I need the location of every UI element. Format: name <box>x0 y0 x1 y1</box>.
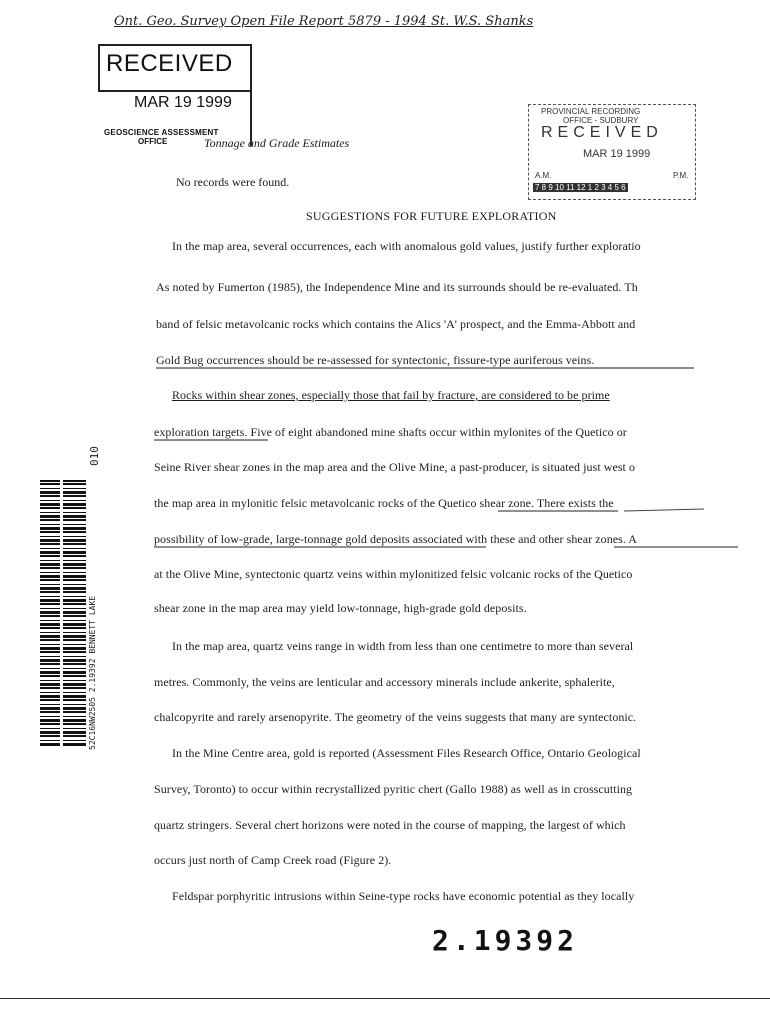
text-line: chalcopyrite and rarely arsenopyrite. The geometry of the veins suggests that many are syntectonic. <box>154 710 637 724</box>
text-line: quartz stringers. Several chert horizons were noted in the course of mapping, the largest of which <box>154 818 626 832</box>
text-line: exploration targets. Five of eight abandoned mine shafts occur within mylonites of the Quetico or <box>154 425 627 439</box>
text-line: In the map area, several occurrences, each with anomalous gold values, justify further exploratio <box>172 239 641 253</box>
side-barcode-label: 52C16NW2505 2.19392 BENNETT LAKE <box>88 595 97 750</box>
provincial-stamp-line1: PROVINCIAL RECORDING <box>541 107 641 116</box>
provincial-stamp-date: MAR 19 1999 <box>583 148 651 160</box>
text-line: Survey, Toronto) to occur within recrystallized pyritic chert (Gallo 1988) as well as in crosscutting <box>154 782 633 796</box>
text-line: occurs just north of Camp Creek road (Figure 2). <box>154 853 392 867</box>
section-title: SUGGESTIONS FOR FUTURE EXPLORATION <box>306 209 557 223</box>
text-line: In the Mine Centre area, gold is reported (Assessment Files Research Office, Ontario Geological <box>172 746 641 760</box>
text-line: Rocks within shear zones, especially those that fail by fracture, are considered to be prime <box>172 388 610 402</box>
stamp-received-office-line2: OFFICE <box>138 137 168 146</box>
tonnage-heading: Tonnage and Grade Estimates <box>204 136 350 150</box>
text-line: shear zone in the map area may yield low-tonnage, high-grade gold deposits. <box>154 601 527 615</box>
text-line: metres. Commonly, the veins are lenticular and accessory minerals include ankerite, sphalerite, <box>154 675 615 689</box>
text-line: the map area in mylonitic felsic metavolcanic rocks of the Quetico shear zone. There exists the <box>154 496 614 510</box>
provincial-stamp-title: RECEIVED <box>541 124 663 141</box>
text-line: In the map area, quartz veins range in width from less than one centimetre to more than several <box>172 639 634 653</box>
text-line: As noted by Fumerton (1985), the Independence Mine and its surrounds should be re-evaluated. Th <box>156 280 638 294</box>
barcode <box>40 480 86 746</box>
text-line: band of felsic metavolcanic rocks which contains the Alics 'A' prospect, and the Emma-Abbott and <box>156 317 636 331</box>
text-line: possibility of low-grade, large-tonnage gold deposits associated with these and other shear zones. A <box>154 532 637 546</box>
text-line: Feldspar porphyritic intrusions within Seine-type rocks have economic potential as they locally <box>172 889 635 903</box>
provincial-stamp-hours: 7 8 9 10 11 12 1 2 3 4 5 6 <box>535 183 626 192</box>
provincial-stamp-line2: OFFICE - SUDBURY <box>563 116 639 125</box>
stamp-received-date: MAR 19 1999 <box>134 94 232 111</box>
stamp-received-office-line1: GEOSCIENCE ASSESSMENT <box>104 128 219 137</box>
handwritten-header-note: Ont. Geo. Survey Open File Report 5879 - 1994 St. W.S. Shanks <box>114 14 534 29</box>
file-number: 2.19392 <box>432 924 579 957</box>
text-line: Seine River shear zones in the map area and the Olive Mine, a past-producer, is situated just west o <box>154 460 636 474</box>
stamp-received-title: RECEIVED <box>106 50 233 77</box>
text-line: at the Olive Mine, syntectonic quartz veins within mylonitized felsic volcanic rocks of the Quetico <box>154 567 633 581</box>
provincial-stamp-am: A.M. <box>535 171 552 180</box>
text-line: Gold Bug occurrences should be re-assessed for syntectonic, fissure-type auriferous veins. <box>156 353 595 367</box>
underline-mark <box>624 509 704 511</box>
page-bottom-rule <box>0 998 770 999</box>
no-records-text: No records were found. <box>176 175 290 189</box>
barcode-gap <box>60 480 63 746</box>
provincial-stamp-pm: P.M. <box>673 171 689 180</box>
side-code: 010 <box>88 446 101 466</box>
